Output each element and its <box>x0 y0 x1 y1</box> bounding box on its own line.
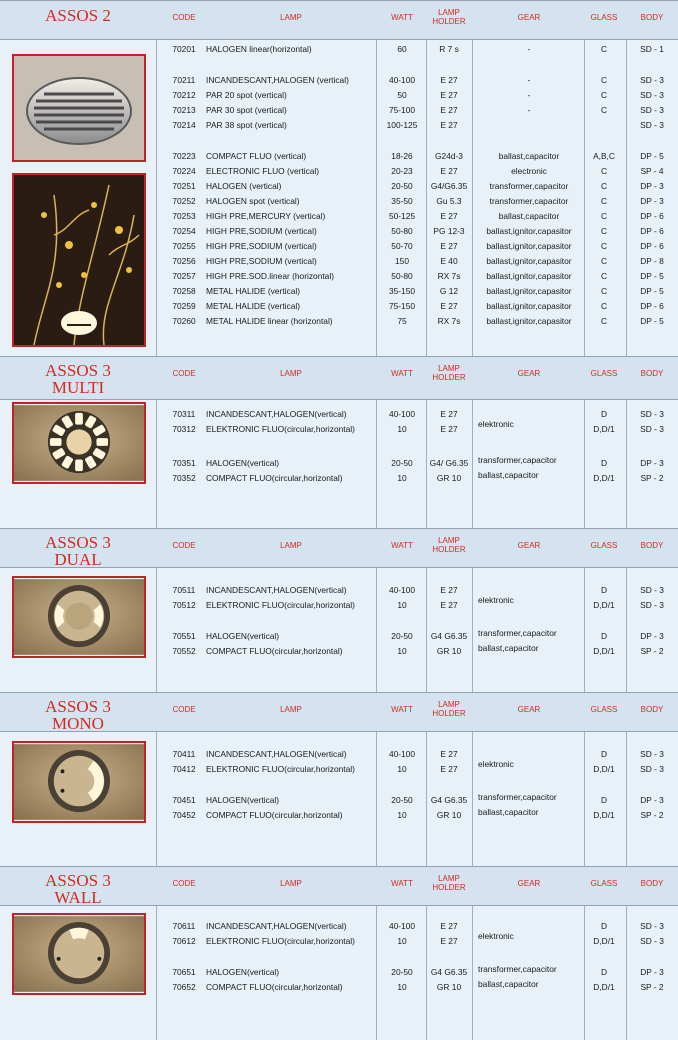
row-glass: A,B,C <box>593 151 615 161</box>
column-header-code: CODE <box>172 879 196 888</box>
row-lamp: ELEKTRONIC FLUO(circular,horizontal) <box>206 936 355 946</box>
row-watt: 10 <box>397 646 407 656</box>
row-glass: D,D/1 <box>593 473 615 483</box>
row-gear: - <box>527 75 531 85</box>
row-body: DP - 6 <box>640 226 664 236</box>
row-code: 70552 <box>172 646 196 656</box>
row-watt: 10 <box>397 764 407 774</box>
row-body: DP - 3 <box>640 458 664 468</box>
row-lamp: ELEKTRONIC FLUO(circular,horizontal) <box>206 600 355 610</box>
row-body: DP - 8 <box>640 256 664 266</box>
row-lamp: INCANDESCANT,HALOGEN (vertical) <box>206 75 349 85</box>
row-holder: G4 G6.35 <box>430 967 468 977</box>
row-code: 70612 <box>172 936 196 946</box>
row-lamp: HIGH PRE,MERCURY (vertical) <box>206 211 326 221</box>
row-watt: 40-100 <box>388 749 416 759</box>
photo-assos-3-mono <box>12 741 146 823</box>
row-glass: C <box>600 226 608 236</box>
row-watt: 50-80 <box>391 271 413 281</box>
row-holder: E 27 <box>440 166 458 176</box>
row-body: DP - 3 <box>640 181 664 191</box>
row-glass: D <box>600 795 608 805</box>
section-title-line: ASSOS 3 <box>45 697 111 716</box>
row-watt: 20-50 <box>391 631 413 641</box>
row-watt: 100-125 <box>386 120 418 130</box>
row-gear: elektronic <box>478 930 514 941</box>
row-holder: G4 G6.35 <box>430 631 468 641</box>
row-lamp: HIGH PRE,SODIUM (vertical) <box>206 241 317 251</box>
row-glass: D,D/1 <box>593 424 615 434</box>
row-code: 70213 <box>172 105 196 115</box>
row-holder: G4/ G6.35 <box>429 458 469 468</box>
section-title-line: ASSOS 3 <box>45 361 111 380</box>
row-watt: 40-100 <box>388 585 416 595</box>
row-watt: 20-50 <box>391 181 413 191</box>
row-body: DP - 3 <box>640 795 664 805</box>
row-body: SD - 3 <box>640 105 664 115</box>
column-header-holder: LAMP HOLDER <box>432 364 466 382</box>
row-gear: ballast,ignitor,capasitor <box>486 301 572 311</box>
row-watt: 150 <box>395 256 409 266</box>
row-code: 70201 <box>172 44 196 54</box>
row-holder: R 7 s <box>439 44 459 54</box>
row-body: DP - 5 <box>640 286 664 296</box>
section-title <box>0 534 156 568</box>
row-gear: electronic <box>511 166 547 176</box>
row-holder: E 27 <box>440 211 458 221</box>
row-glass: D <box>600 921 608 931</box>
row-code: 70223 <box>172 151 196 161</box>
row-gear: transformer,capacitor <box>478 792 557 802</box>
column-header-watt: WATT <box>391 541 413 550</box>
row-glass: C <box>600 196 608 206</box>
row-code: 70512 <box>172 600 196 610</box>
row-code: 70411 <box>172 749 196 759</box>
column-header-lamp: LAMP <box>280 13 302 22</box>
row-glass: D <box>600 585 608 595</box>
row-code: 70258 <box>172 286 196 296</box>
row-gear: ballast,capacitor <box>498 211 560 221</box>
section-title <box>0 698 156 732</box>
row-holder: GR 10 <box>436 810 462 820</box>
column-header-gear: GEAR <box>517 13 541 22</box>
row-gear: - <box>527 105 531 115</box>
row-glass: D,D/1 <box>593 936 615 946</box>
row-lamp: HALOGEN(vertical) <box>206 795 280 805</box>
row-code: 70256 <box>172 256 196 266</box>
row-body: SD - 3 <box>640 749 664 759</box>
column-header-glass: GLASS <box>590 369 618 378</box>
row-holder: G 12 <box>439 286 459 296</box>
row-gear: transformer,capacitor <box>489 181 569 191</box>
row-code: 70251 <box>172 181 196 191</box>
row-holder: G4 G6.35 <box>430 795 468 805</box>
row-glass: D <box>600 631 608 641</box>
row-lamp: INCANDESCANT,HALOGEN(vertical) <box>206 409 347 419</box>
row-code: 70352 <box>172 473 196 483</box>
row-gear: transformer,capacitor <box>478 455 557 465</box>
row-watt: 75 <box>397 316 407 326</box>
section-title-line: ASSOS 3 <box>45 871 111 890</box>
row-holder: RX 7s <box>437 271 461 281</box>
row-lamp: INCANDESCANT,HALOGEN(vertical) <box>206 921 347 931</box>
row-watt: 75-100 <box>388 105 416 115</box>
column-header-body: BODY <box>640 879 664 888</box>
row-body: SD - 3 <box>640 585 664 595</box>
column-header-gear: GEAR <box>517 705 541 714</box>
row-holder: RX 7s <box>437 316 461 326</box>
section-title-line: DUAL <box>54 550 102 569</box>
row-body: DP - 6 <box>640 211 664 221</box>
row-body: SD - 3 <box>640 936 664 946</box>
row-holder: E 27 <box>440 90 458 100</box>
row-lamp: HALOGEN spot (vertical) <box>206 196 300 206</box>
row-glass: D <box>600 967 608 977</box>
row-lamp: PAR 38 spot (vertical) <box>206 120 287 130</box>
row-glass: C <box>600 271 608 281</box>
row-lamp: HIGH PRE.SOD.linear (horizontal) <box>206 271 334 281</box>
row-watt: 18-26 <box>391 151 413 161</box>
row-watt: 60 <box>397 44 407 54</box>
row-code: 70551 <box>172 631 196 641</box>
row-watt: 10 <box>397 424 407 434</box>
column-header-glass: GLASS <box>590 541 618 550</box>
row-holder: E 27 <box>440 936 458 946</box>
row-lamp: HALOGEN linear(horizontal) <box>206 44 312 54</box>
column-header-body: BODY <box>640 541 664 550</box>
column-header-watt: WATT <box>391 13 413 22</box>
column-header-watt: WATT <box>391 879 413 888</box>
row-lamp: HALOGEN(vertical) <box>206 631 280 641</box>
row-holder: E 27 <box>440 764 458 774</box>
row-code: 70452 <box>172 810 196 820</box>
row-glass: C <box>600 256 608 266</box>
row-code: 70259 <box>172 301 196 311</box>
row-code: 70253 <box>172 211 196 221</box>
row-watt: 20-50 <box>391 795 413 805</box>
row-code: 70252 <box>172 196 196 206</box>
row-watt: 50-80 <box>391 226 413 236</box>
row-watt: 35-50 <box>391 196 413 206</box>
section-title <box>0 362 156 396</box>
row-gear: ballast,capacitor <box>498 151 560 161</box>
row-watt: 20-23 <box>391 166 413 176</box>
row-glass: C <box>600 211 608 221</box>
row-body: SD - 3 <box>640 75 664 85</box>
row-watt: 35-150 <box>388 286 416 296</box>
row-gear: elektronic <box>478 418 514 429</box>
row-holder: GR 10 <box>436 982 462 992</box>
column-header-lamp: LAMP <box>280 879 302 888</box>
row-code: 70224 <box>172 166 196 176</box>
row-lamp: COMPACT FLUO(circular,horizontal) <box>206 473 343 483</box>
row-gear: ballast,ignitor,capasitor <box>486 256 572 266</box>
row-holder: E 27 <box>440 120 458 130</box>
row-body: SD - 3 <box>640 921 664 931</box>
row-body: DP - 3 <box>640 631 664 641</box>
row-code: 70257 <box>172 271 196 281</box>
row-code: 70451 <box>172 795 196 805</box>
row-body: SD - 3 <box>640 424 664 434</box>
row-glass: C <box>600 90 608 100</box>
row-watt: 40-100 <box>388 75 416 85</box>
row-holder: E 27 <box>440 749 458 759</box>
column-header-holder: LAMP HOLDER <box>432 536 466 554</box>
row-holder: E 27 <box>440 105 458 115</box>
column-header-code: CODE <box>172 369 196 378</box>
row-gear: transformer,capacitor <box>478 964 557 974</box>
column-header-gear: GEAR <box>517 541 541 550</box>
column-header-lamp: LAMP <box>280 705 302 714</box>
row-glass: C <box>600 316 608 326</box>
row-holder: Gu 5.3 <box>436 196 462 206</box>
row-body: DP - 3 <box>640 196 664 206</box>
row-glass: C <box>600 44 608 54</box>
section-title-line: MONO <box>52 714 104 733</box>
row-body: DP - 5 <box>640 151 664 161</box>
row-body: DP - 6 <box>640 241 664 251</box>
row-watt: 10 <box>397 810 407 820</box>
column-header-body: BODY <box>640 13 664 22</box>
row-gear: ballast,capacitor <box>478 979 539 989</box>
row-glass: C <box>600 105 608 115</box>
row-body: DP - 5 <box>640 316 664 326</box>
row-body: SP - 2 <box>640 646 664 656</box>
row-gear: ballast,ignitor,capasitor <box>486 241 572 251</box>
row-gear: ballast,capacitor <box>478 807 539 817</box>
row-glass: D,D/1 <box>593 810 615 820</box>
row-lamp: METAL HALIDE linear (horizontal) <box>206 316 333 326</box>
row-body: DP - 6 <box>640 301 664 311</box>
column-header-code: CODE <box>172 705 196 714</box>
row-glass: C <box>600 75 608 85</box>
column-header-gear: GEAR <box>517 369 541 378</box>
row-code: 70351 <box>172 458 196 468</box>
row-body: SP - 2 <box>640 473 664 483</box>
row-code: 70511 <box>172 585 196 595</box>
row-body: SD - 1 <box>640 44 664 54</box>
row-glass: D <box>600 409 608 419</box>
row-glass: C <box>600 181 608 191</box>
row-body: SP - 2 <box>640 982 664 992</box>
row-watt: 10 <box>397 600 407 610</box>
row-body: SD - 3 <box>640 90 664 100</box>
column-header-glass: GLASS <box>590 879 618 888</box>
row-watt: 20-50 <box>391 458 413 468</box>
row-lamp: METAL HALIDE (vertical) <box>206 301 301 311</box>
column-header-watt: WATT <box>391 705 413 714</box>
row-code: 70311 <box>172 409 196 419</box>
row-glass: C <box>600 301 608 311</box>
column-header-code: CODE <box>172 13 196 22</box>
row-watt: 10 <box>397 936 407 946</box>
row-code: 70312 <box>172 424 196 434</box>
row-body: SP - 2 <box>640 810 664 820</box>
column-header-body: BODY <box>640 369 664 378</box>
column-header-watt: WATT <box>391 369 413 378</box>
row-holder: GR 10 <box>436 473 462 483</box>
row-gear: ballast,capacitor <box>478 470 539 480</box>
row-holder: E 27 <box>440 241 458 251</box>
row-lamp: COMPACT FLUO(circular,horizontal) <box>206 982 343 992</box>
row-glass: D,D/1 <box>593 982 615 992</box>
row-code: 70214 <box>172 120 196 130</box>
row-glass: D,D/1 <box>593 646 615 656</box>
row-glass: D <box>600 458 608 468</box>
row-gear: ballast,ignitor,capasitor <box>486 316 572 326</box>
column-header-holder: LAMP HOLDER <box>432 700 466 718</box>
photo-assos-3-dual <box>12 576 146 658</box>
row-watt: 10 <box>397 473 407 483</box>
row-body: DP - 5 <box>640 271 664 281</box>
row-body: DP - 3 <box>640 967 664 977</box>
row-gear: - <box>527 90 531 100</box>
column-header-lamp: LAMP <box>280 369 302 378</box>
row-holder: E 27 <box>440 600 458 610</box>
row-glass: D,D/1 <box>593 764 615 774</box>
row-lamp: PAR 20 spot (vertical) <box>206 90 287 100</box>
column-header-glass: GLASS <box>590 705 618 714</box>
row-body: SD - 3 <box>640 409 664 419</box>
row-watt: 50 <box>397 90 407 100</box>
row-body: SD - 3 <box>640 600 664 610</box>
column-header-holder: LAMP HOLDER <box>432 8 466 26</box>
row-holder: E 27 <box>440 921 458 931</box>
row-holder: E 27 <box>440 424 458 434</box>
column-header-lamp: LAMP <box>280 541 302 550</box>
row-gear: transformer,capacitor <box>489 196 569 206</box>
row-holder: G24d-3 <box>435 151 463 161</box>
row-lamp: COMPACT FLUO(circular,horizontal) <box>206 810 343 820</box>
row-lamp: INCANDESCANT,HALOGEN(vertical) <box>206 585 347 595</box>
row-gear: ballast,ignitor,capasitor <box>486 226 572 236</box>
section-title-line: WALL <box>54 888 102 907</box>
row-lamp: ELECTRONIC FLUO (vertical) <box>206 166 320 176</box>
row-holder: E 27 <box>440 75 458 85</box>
row-body: SP - 4 <box>640 166 664 176</box>
section-title <box>0 872 156 906</box>
row-glass: D,D/1 <box>593 600 615 610</box>
column-header-code: CODE <box>172 541 196 550</box>
row-watt: 50-70 <box>391 241 413 251</box>
row-lamp: METAL HALIDE (vertical) <box>206 286 301 296</box>
row-code: 70254 <box>172 226 196 236</box>
row-code: 70412 <box>172 764 196 774</box>
row-lamp: PAR 30 spot (vertical) <box>206 105 287 115</box>
photo-garden-scene <box>12 173 146 347</box>
row-watt: 20-50 <box>391 967 413 977</box>
row-holder: E 27 <box>440 301 458 311</box>
row-holder: G4/G6.35 <box>430 181 468 191</box>
row-watt: 40-100 <box>388 921 416 931</box>
row-watt: 50-125 <box>388 211 416 221</box>
row-gear: ballast,ignitor,capasitor <box>486 271 572 281</box>
column-header-glass: GLASS <box>590 13 618 22</box>
row-lamp: ELEKTRONIC FLUO(circular,horizontal) <box>206 424 355 434</box>
row-gear: elektronic <box>478 594 514 605</box>
row-code: 70651 <box>172 967 196 977</box>
row-holder: GR 10 <box>436 646 462 656</box>
row-glass: C <box>600 166 608 176</box>
photo-assos-3-wall <box>12 913 146 995</box>
row-code: 70260 <box>172 316 196 326</box>
row-watt: 75-150 <box>388 301 416 311</box>
row-code: 70255 <box>172 241 196 251</box>
row-lamp: HIGH PRE,SODIUM (vertical) <box>206 226 317 236</box>
row-gear: - <box>527 44 531 54</box>
section-title: ASSOS 2 <box>45 6 111 25</box>
row-body: SD - 3 <box>640 120 664 130</box>
column-header-body: BODY <box>640 705 664 714</box>
row-glass: C <box>600 286 608 296</box>
row-lamp: HALOGEN (vertical) <box>206 181 282 191</box>
row-lamp: ELEKTRONIC FLUO(circular,horizontal) <box>206 764 355 774</box>
row-body: SD - 3 <box>640 764 664 774</box>
row-holder: E 27 <box>440 585 458 595</box>
column-header-gear: GEAR <box>517 879 541 888</box>
column-header-holder: LAMP HOLDER <box>432 874 466 892</box>
row-code: 70212 <box>172 90 196 100</box>
row-watt: 40-100 <box>388 409 416 419</box>
photo-assos-3-multi <box>12 402 146 484</box>
row-code: 70611 <box>172 921 196 931</box>
section-title-line: ASSOS 3 <box>45 533 111 552</box>
row-holder: PG 12-3 <box>433 226 465 236</box>
photo-assos-2-fixture <box>12 54 146 162</box>
row-lamp: HIGH PRE,SODIUM (vertical) <box>206 256 317 266</box>
row-lamp: INCANDESCANT,HALOGEN(vertical) <box>206 749 347 759</box>
row-lamp: COMPACT FLUO(circular,horizontal) <box>206 646 343 656</box>
row-holder: E 27 <box>440 409 458 419</box>
row-glass: C <box>600 241 608 251</box>
row-gear: ballast,capacitor <box>478 643 539 653</box>
row-lamp: COMPACT FLUO (vertical) <box>206 151 307 161</box>
row-code: 70211 <box>172 75 196 85</box>
row-holder: E 40 <box>440 256 458 266</box>
row-gear: elektronic <box>478 758 514 769</box>
row-glass: D <box>600 749 608 759</box>
section-title-line: MULTI <box>51 378 105 397</box>
row-lamp: HALOGEN(vertical) <box>206 967 280 977</box>
row-lamp: HALOGEN(vertical) <box>206 458 280 468</box>
row-code: 70652 <box>172 982 196 992</box>
row-gear: transformer,capacitor <box>478 628 557 638</box>
row-gear: ballast,ignitor,capasitor <box>486 286 572 296</box>
row-watt: 10 <box>397 982 407 992</box>
